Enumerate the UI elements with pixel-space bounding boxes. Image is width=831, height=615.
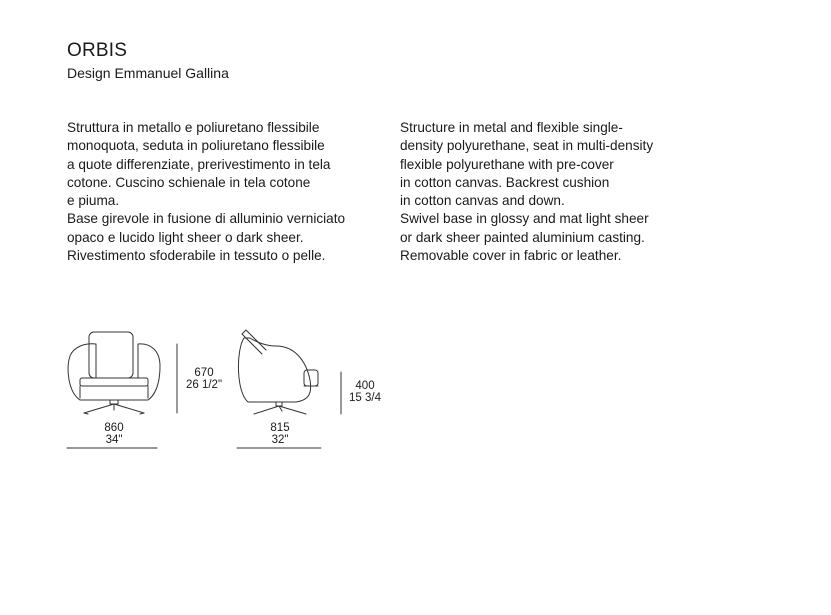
width-mm: 860 [104, 422, 124, 434]
description-line: flexible polyurethane with pre-cover [400, 156, 614, 172]
seat-height-dimension-label [342, 381, 388, 404]
description-line: monoquota, seduta in poliuretano flessibile [67, 138, 325, 154]
armchair-front-view [68, 332, 160, 414]
depth-dimension-label [256, 423, 304, 446]
description-line: Rivestimento sfoderabile in tessuto o pelle. [67, 248, 326, 264]
description-line: e piuma. [67, 193, 120, 209]
description-line: Struttura in metallo e poliuretano flessibile [67, 120, 320, 135]
description-line: in cotton canvas and down. [400, 193, 565, 209]
height-in: 26 1/2" [185, 378, 223, 391]
depth-in: 32" [271, 433, 289, 446]
description-line: Removable cover in fabric or leather. [400, 248, 622, 264]
height-mm: 670 [194, 367, 214, 379]
description-line: or dark sheer painted aluminium casting. [400, 229, 645, 245]
seat-in: 15 3/4 [349, 391, 381, 404]
description-line: density polyurethane, seat in multi-density [400, 138, 654, 154]
description-line: opaco e lucido light sheer o dark sheer. [67, 229, 304, 245]
description-line: cotone. Cuscino schienale in tela cotone [67, 174, 311, 190]
description-line: Structure in metal and flexible single- [400, 120, 623, 135]
product-title: ORBIS [67, 40, 128, 61]
product-designer: Design Emmanuel Gallina [67, 65, 229, 81]
height-dimension-label [180, 368, 228, 391]
description-line: Base girevole in fusione di alluminio verniciato [67, 211, 346, 227]
seat-mm: 400 [355, 380, 375, 392]
description-line: in cotton canvas. Backrest cushion [400, 174, 610, 190]
width-in: 34" [105, 433, 123, 446]
description-line: a quote differenziate, prerivestimento in tela [67, 156, 331, 172]
depth-mm: 815 [270, 422, 290, 434]
description-line: Swivel base in glossy and mat light sheer [400, 211, 649, 227]
width-dimension-label [90, 423, 138, 446]
armchair-side-view [238, 330, 318, 414]
